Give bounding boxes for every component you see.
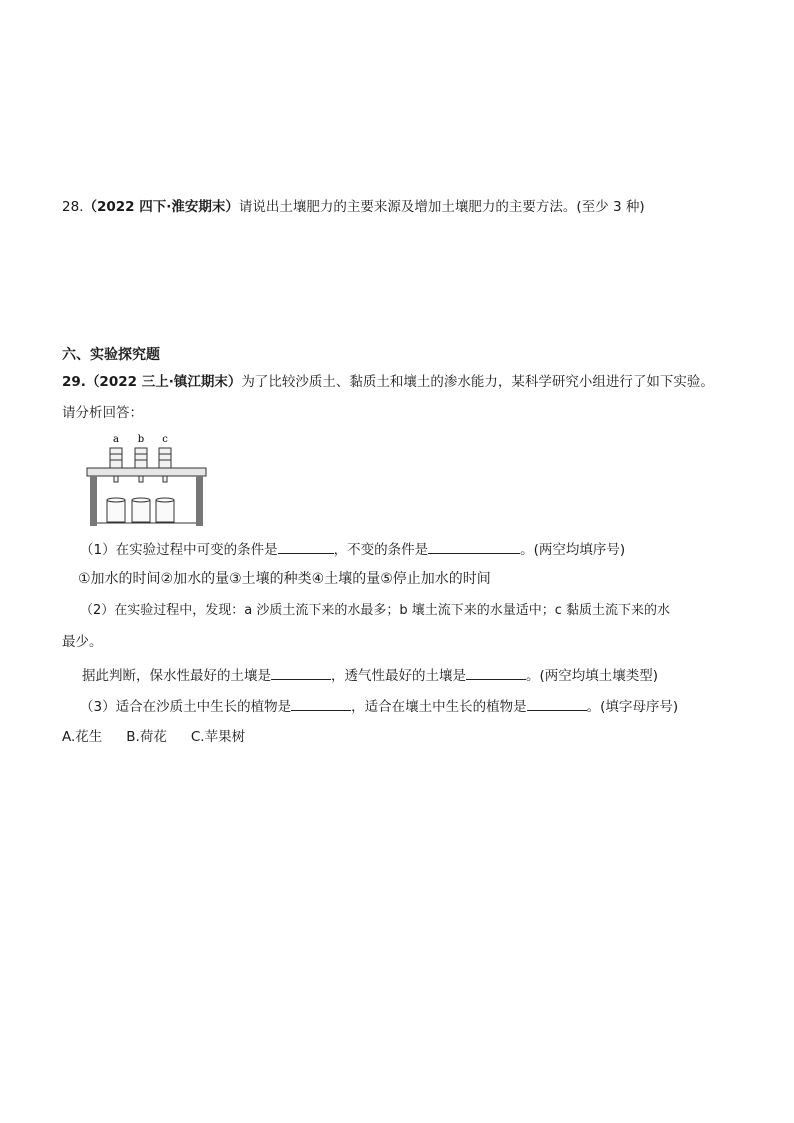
funnel-a [110,448,122,482]
answer-blank-5[interactable] [291,696,351,711]
part-1-mid: ，不变的条件是 [333,542,429,558]
answer-blank-1[interactable] [278,539,334,554]
part-3-mid: ，适合在壤土中生长的植物是 [351,699,527,715]
question-separator: . [80,374,86,390]
question-28 [62,198,645,216]
section-heading: 六、实验探究题 [62,347,160,363]
part-1-prefix: （1）在实验过程中可变的条件是 [80,542,278,558]
collecting-cups [107,498,174,522]
question-separator: . [79,199,84,215]
question-29-prompt: 请分析回答： [62,405,143,421]
figure-label-c: c [162,434,168,445]
part-2b-suffix: 。(两空均填土壤类型) [526,668,659,684]
choice-c: C.苹果树 [190,729,246,745]
answer-blank-3[interactable] [271,665,331,680]
answer-blank-6[interactable] [527,696,587,711]
part-2-line-2: 最少。 [62,634,103,650]
part-1 [80,539,625,559]
part-3-suffix: 。(填字母序号) [586,699,679,715]
question-source: （2022 三上·镇江期末） [85,374,242,390]
figure-label-a: a [113,434,119,445]
choice-b: B.荷花 [126,729,167,745]
options-line: ①加水的时间②加水的量③土壤的种类④土壤的量⑤停止加水的时间 [78,571,491,587]
choices-line [62,728,245,746]
part-3-prefix: （3）适合在沙质土中生长的植物是 [80,699,292,715]
part-3 [80,696,678,716]
choice-a: A.花生 [62,729,103,745]
question-number: 28 [62,199,80,215]
funnel-c [159,448,171,482]
funnel-b [135,448,147,482]
question-source: （2022 四下·淮安期末） [83,199,239,215]
question-number: 29 [62,374,81,390]
part-2b-prefix: 据此判断，保水性最好的土壤是 [82,668,271,684]
part-1-suffix: 。(两空均填序号) [520,542,626,558]
figure-label-b: b [137,434,145,445]
part-2b-mid: ，透气性最好的土壤是 [331,668,466,684]
experiment-figure [85,430,215,530]
question-29-intro [62,373,714,391]
question-text: 为了比较沙质土、黏质土和壤土的渗水能力，某科学研究小组进行了如下实验。 [241,374,714,390]
answer-blank-2[interactable] [428,539,520,554]
answer-blank-4[interactable] [466,665,526,680]
part-2-judgement [82,665,658,685]
question-text: 请说出土壤肥力的主要来源及增加土壤肥力的主要方法。(至少 3 种) [238,199,645,215]
part-2-line-1: （2）在实验过程中，发现：a 沙质土流下来的水最多；b 壤土流下来的水量适中；c 黏质土流下来的水 [80,603,671,618]
